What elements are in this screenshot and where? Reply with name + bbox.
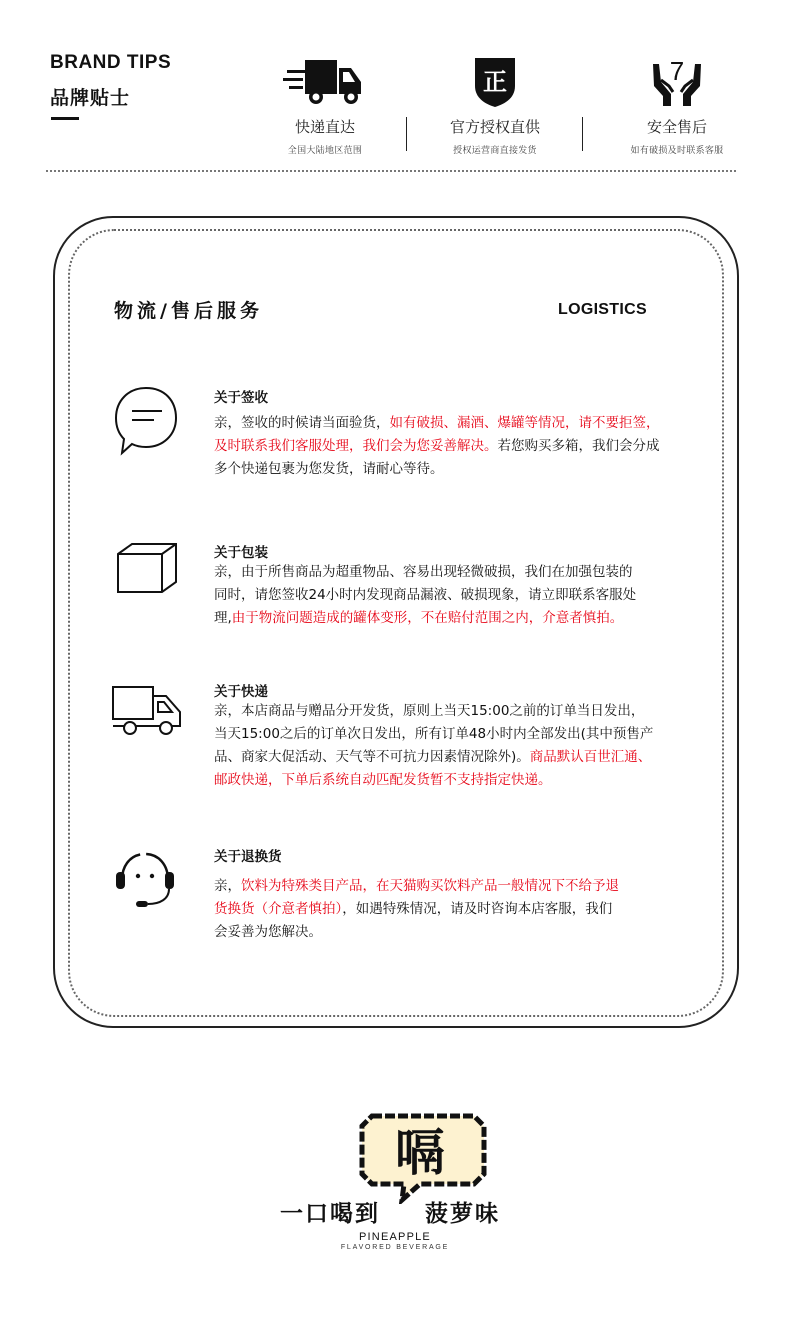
body-text: 品、商家大促活动、天气等不可抗力因素情况除外)。	[214, 749, 530, 765]
info-item-body	[214, 412, 694, 481]
highlight-text: 由于物流问题造成的罐体变形，不在赔付范围之内，介意者慎拍。	[231, 610, 624, 626]
slogan-left: 一口喝到	[280, 1201, 380, 1227]
body-text: 亲，由于所售商品为超重物品、容易出现轻微破损，我们在加强包装的	[214, 564, 633, 580]
info-line	[214, 584, 694, 607]
info-item-receipt	[214, 386, 694, 481]
package-box-icon	[110, 540, 182, 600]
feature-subtitle: 如有破损及时联系客服	[630, 146, 724, 156]
info-item-body	[214, 561, 694, 630]
section-title-en: LOGISTICS	[558, 301, 647, 318]
body-text: 多个快递包裹为您发货，请耐心等待。	[214, 461, 444, 477]
feature-title: 安全售后	[646, 118, 707, 136]
info-line	[214, 435, 694, 458]
highlight-text: 货换货（介意者慎拍）	[214, 901, 343, 917]
logo-char: 嗝	[395, 1124, 445, 1182]
feature-express-delivery	[240, 56, 410, 156]
feature-title: 快递直达	[294, 118, 355, 136]
slogan-right: 菠萝味	[425, 1201, 500, 1227]
info-item-packaging	[214, 541, 694, 630]
info-item-body	[214, 700, 694, 792]
body-text: 理,	[214, 610, 232, 626]
brand-logo-bubble	[358, 1112, 488, 1208]
body-text: 同时，请您签收24小时内发现商品漏液、破损现象，请立即联系客服处	[214, 587, 637, 603]
highlight-text: 饮料为特殊类目产品，在天猫购买饮料产品一般情况下不给予退	[241, 878, 619, 894]
info-item-returns	[214, 845, 694, 944]
chat-bubble-icon	[110, 384, 182, 460]
info-line	[214, 723, 694, 746]
info-line	[214, 769, 694, 792]
shield-badge-text: 正	[483, 68, 507, 96]
body-text: ，如遇特殊情况，请及时咨询本店客服，我们	[342, 901, 613, 917]
body-text: 亲，本店商品与赠品分开发货，原则上当天15:00之前的订单当日发出，	[214, 703, 645, 719]
feature-after-sale	[592, 56, 762, 156]
feature-subtitle: 全国大陆地区范围	[287, 146, 363, 156]
info-line	[214, 875, 694, 898]
header-dotted-divider	[46, 170, 736, 172]
feature-title: 官方授权直供	[449, 118, 540, 136]
highlight-text: 及时联系我们客服处理，我们会为您妥善解决。	[214, 438, 498, 454]
highlight-text: 商品默认百世汇通、	[529, 749, 652, 765]
info-line	[214, 607, 694, 630]
body-text: 若您购买多箱，我们会分成	[497, 438, 660, 454]
body-text: 亲，签收的时候请当面验货，	[214, 415, 390, 431]
hands-after-sale-icon	[592, 56, 762, 108]
delivery-truck-outline-icon	[110, 684, 186, 744]
delivery-truck-icon	[240, 56, 410, 108]
info-item-express	[214, 680, 694, 792]
info-line	[214, 921, 694, 944]
info-line	[214, 458, 694, 481]
section-title: 物流/售后服务	[114, 300, 263, 322]
body-text: 亲，	[214, 878, 241, 894]
highlight-text: 如有破损、漏酒、爆罐等情况，请不要拒签，	[389, 415, 660, 431]
feature-official-authorized	[410, 56, 580, 156]
feature-divider	[406, 117, 407, 151]
info-line	[214, 412, 694, 435]
info-line	[214, 700, 694, 723]
info-item-title: 关于包装	[214, 545, 268, 561]
hands-badge-text: 7	[669, 56, 685, 86]
info-item-title: 关于签收	[214, 390, 268, 406]
info-item-title: 关于快递	[214, 684, 268, 700]
feature-divider	[582, 117, 583, 151]
highlight-text: 邮政快递，下单后系统自动匹配发货暂不支持指定快递。	[214, 772, 552, 788]
feature-subtitle: 授权运营商直接发货	[453, 146, 537, 156]
body-text: 当天15:00之后的订单次日发出，所有订单48小时内全部发出(其中预售产	[214, 726, 654, 742]
logo-english-subtitle: FLAVORED BEVERAGE	[340, 1244, 450, 1251]
brand-tips-title-en: BRAND TIPS	[50, 52, 172, 73]
headset-customer-service-icon	[110, 846, 180, 916]
brand-tips-title-cn: 品牌贴士	[50, 87, 131, 109]
brand-title-underline	[51, 117, 79, 120]
body-text: 会妥善为您解决。	[214, 924, 322, 940]
authorized-shield-icon	[410, 56, 580, 108]
info-item-body	[214, 875, 694, 944]
info-line	[214, 746, 694, 769]
info-line	[214, 898, 694, 921]
info-line	[214, 561, 694, 584]
logo-english-name: PINEAPPLE	[359, 1231, 431, 1243]
info-item-title: 关于退换货	[214, 849, 282, 865]
